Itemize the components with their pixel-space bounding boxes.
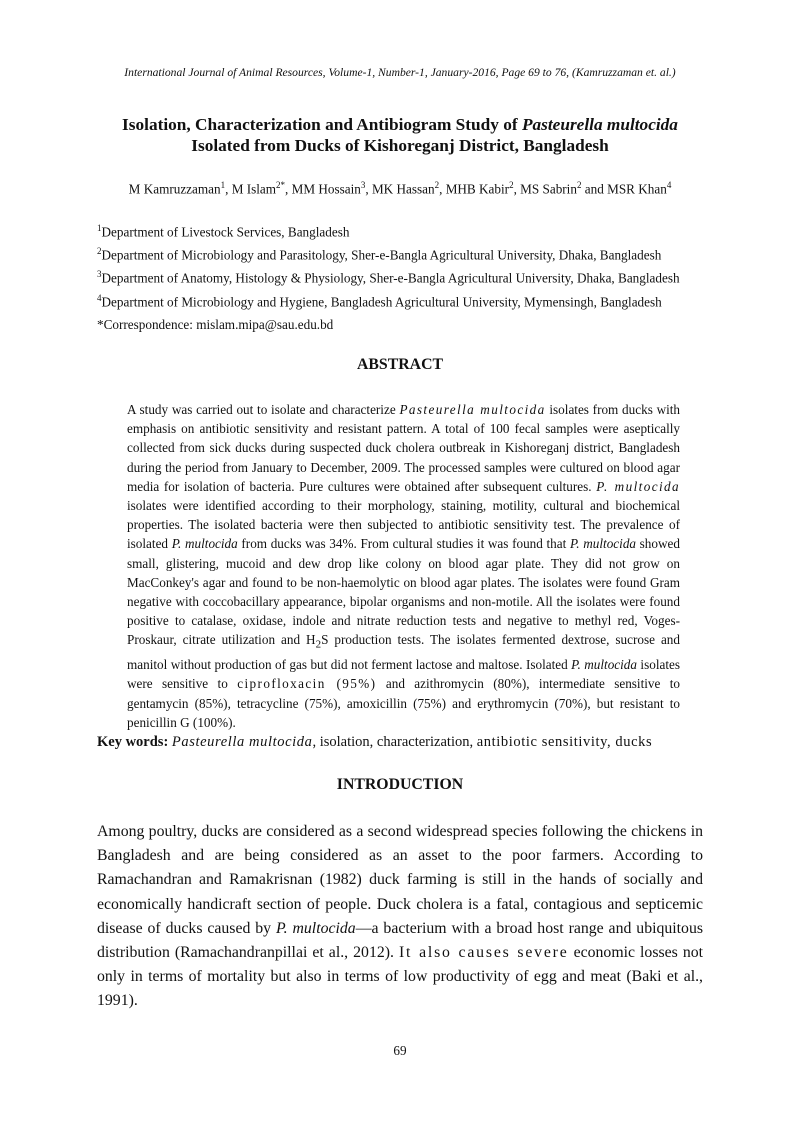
subscript: 2 bbox=[315, 639, 322, 652]
author-name: MK Hassan bbox=[371, 181, 435, 197]
author-separator: , bbox=[365, 181, 372, 197]
abstract-heading: ABSTRACT bbox=[356, 356, 444, 373]
abstract-text: isolates were identified according to their morphology, staining, motility, cultural and biochemical properties. The isolated bacteria were then subjected to antibiotic sensitivity test. The prevalence of isolated bbox=[127, 498, 680, 552]
abstract-text: and azithromycin (80%), intermediate sensitive to gentamycin (85%), tetracycline (75%), amoxicillin (75%) and erythromycin (70%), but resistant to penicillin G (100%). bbox=[127, 676, 681, 730]
author-name: MSR Khan bbox=[607, 181, 667, 197]
abstract-text: showed small, glistering, mucoid and dew drop like colony on blood agar plate. They did not grow on MacConkey's agar and found to be non-haemolytic on blood agar plates. The isolates were found Gram negative with coccobacillary appearance, bipolar organisms and non-motile. All the isolates were found positive to catalase, oxidase, indole and nitrate reduction tests and negative to methyl red, Voges-Proskaur, citrate utilization and H bbox=[127, 536, 680, 648]
intro-text: —a bacterium with a broad host range and ubiquitous distribution (Ramachandranpillai et al., 2012). bbox=[97, 919, 703, 962]
species-name: P. multocida bbox=[571, 657, 637, 673]
affiliation-item bbox=[97, 289, 737, 312]
keywords-label: Key words: bbox=[97, 734, 169, 750]
author-affiliation-marker: 2 bbox=[576, 180, 582, 190]
affiliation-item bbox=[97, 265, 737, 288]
author-separator: , bbox=[285, 181, 292, 197]
intro-text: Among poultry, ducks are considered as a second widespread species following the chickens in Bangladesh and are being considered as an asset to the poor farmers. According to Ramachandran and Ramakrisnan (1982) duck farming is still in the hands of socially and economically handicraft section of people. Duck cholera is a fatal, contagious and septicemic disease of ducks caused by bbox=[97, 823, 703, 937]
abstract-text: from ducks was 34%. From cultural studies it was found that bbox=[237, 536, 570, 552]
abstract-text: A study was carried out to isolate and characterize bbox=[127, 402, 400, 417]
abstract-body bbox=[127, 400, 680, 732]
title-species: Pasteurella multocida bbox=[521, 115, 678, 134]
page-number: 69 bbox=[393, 1043, 407, 1058]
abstract-text: S production tests. The isolates fermented dextrose, sucrose and manitol without production of gas but did not ferment lactose and maltose. Isolated bbox=[127, 632, 680, 673]
title-text: Isolation, Characterization and Antibiogram Study of bbox=[122, 115, 522, 134]
author-separator: , bbox=[225, 181, 232, 197]
paper-title bbox=[60, 114, 740, 156]
author-affiliation-marker: 4 bbox=[666, 180, 672, 190]
affiliation-marker: 1 bbox=[97, 223, 102, 233]
author-affiliation-marker: 2 bbox=[434, 180, 440, 190]
affiliation-text: Department of Microbiology and Hygiene, Bangladesh Agricultural University, Mymensingh, Bangladesh bbox=[101, 293, 662, 309]
species-name: P. multocida bbox=[569, 536, 637, 552]
keyword-text: , isolation, characterization, bbox=[312, 734, 477, 750]
abstract-text: isolates from ducks with emphasis on antibiotic sensitivity and resistant pattern. A total of 100 fecal samples were aseptically collected from sick ducks during suspected duck cholera outbreak in Kishoreganj district, Bangladesh during the period from January to December, 2009. The processed samples were cultured on blood agar media for isolation of bacteria. Pure cultures were obtained after subsequent cultures. bbox=[127, 402, 681, 494]
affiliation-text: Department of Livestock Services, Bangladesh bbox=[101, 224, 350, 240]
affiliation-marker: 3 bbox=[97, 269, 102, 280]
title-line-2: Isolated from Ducks of Kishoreganj District, Bangladesh bbox=[191, 136, 609, 155]
author-name: MM Hossain bbox=[291, 181, 361, 197]
keywords-line bbox=[97, 734, 717, 751]
abstract-text: ciprofloxacin (95%) bbox=[237, 676, 377, 692]
author-separator: , bbox=[513, 181, 521, 197]
species-name: P. multocida bbox=[171, 536, 238, 552]
author-name: M Islam bbox=[231, 181, 277, 197]
author-separator: and bbox=[581, 181, 608, 197]
species-name: P. multocida bbox=[276, 919, 356, 937]
abstract-text: isolates were sensitive to bbox=[127, 657, 680, 692]
correspondence: *Correspondence: mislam.mipa@sau.edu.bd bbox=[97, 317, 334, 332]
species-name: Pasteurella multocida bbox=[399, 402, 546, 417]
author-affiliation-marker: 3 bbox=[360, 180, 366, 190]
intro-text: economic losses not only in terms of mortality but also in terms of low productivity of egg and meat (Baki et al., 1991). bbox=[97, 944, 703, 1010]
intro-text: It also causes severe bbox=[398, 944, 569, 962]
species-name: P. multocida bbox=[596, 478, 680, 494]
author-list bbox=[60, 180, 740, 197]
keyword-species: Pasteurella multocida bbox=[171, 734, 313, 750]
keyword-text: antibiotic sensitivity, ducks bbox=[476, 734, 653, 750]
running-header: International Journal of Animal Resources, Volume-1, Number-1, January-2016, Page 69 to 76, (Kamruzzaman et. al.) bbox=[124, 66, 676, 79]
author-affiliation-marker: 1 bbox=[220, 180, 226, 190]
affiliation-marker: 2 bbox=[97, 246, 102, 257]
affiliation-text: Department of Microbiology and Parasitology, Sher-e-Bangla Agricultural University, Dhaka, Bangladesh bbox=[101, 247, 662, 263]
affiliation-list bbox=[97, 219, 737, 312]
author-separator: , bbox=[439, 181, 446, 197]
introduction-heading: INTRODUCTION bbox=[336, 776, 464, 793]
author-affiliation-marker: 2* bbox=[276, 180, 286, 190]
affiliation-text: Department of Anatomy, Histology & Physiology, Sher-e-Bangla Agricultural University, Dhaka, Bangladesh bbox=[101, 270, 680, 286]
affiliation-item bbox=[97, 219, 737, 242]
affiliation-item bbox=[97, 242, 737, 265]
author-name: M Kamruzzaman bbox=[128, 181, 221, 197]
author-name: MS Sabrin bbox=[520, 181, 577, 197]
author-affiliation-marker: 2 bbox=[509, 180, 514, 190]
author-name: MHB Kabir bbox=[445, 181, 510, 197]
affiliation-marker: 4 bbox=[97, 292, 102, 303]
introduction-body bbox=[97, 820, 703, 1014]
